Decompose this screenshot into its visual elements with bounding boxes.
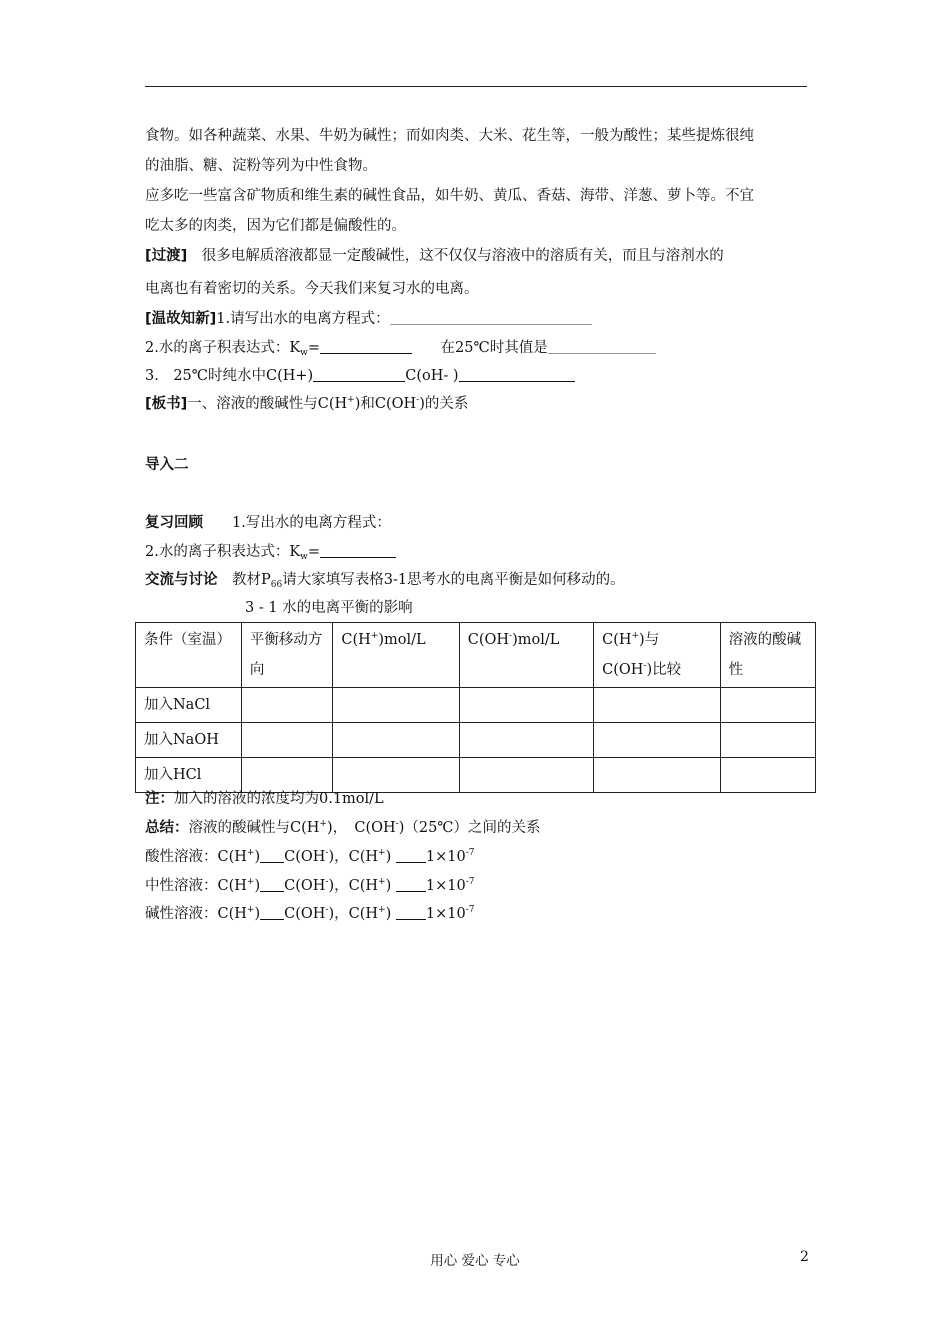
para1-line2: 的油脂、糖、淀粉等列为中性食物。 <box>145 158 377 174</box>
header-shift-direction: 平衡移动方向 <box>241 623 332 688</box>
para2-line2: 吃太多的肉类，因为它们都是偏酸性的。 <box>145 218 406 234</box>
table-cell[interactable] <box>241 758 332 793</box>
board-line: [板书]一、溶液的酸碱性与C(H+)和C(OH-)的关系 <box>145 395 469 412</box>
table-header-row <box>136 623 816 688</box>
table-cell[interactable] <box>459 688 593 723</box>
answer-blank[interactable] <box>313 367 405 382</box>
header-c-h: C(H+)mol/L <box>333 623 459 688</box>
transition-line1: [过渡] 很多电解质溶液都显一定酸碱性，这不仅仅与溶液中的溶质有关，而且与溶剂水的 <box>145 248 724 264</box>
para2-line1: 应多吃一些富含矿物质和维生素的碱性食品，如牛奶、黄瓜、香菇、海带、洋葱、萝卜等。不宜 <box>145 188 754 204</box>
para1-line1: 食物。如各种蔬菜、水果、牛奶为碱性；而如肉类、大米、花生等，一般为酸性；某些提炼很纯 <box>145 128 754 144</box>
answer-blank[interactable] <box>320 339 412 354</box>
table-cell[interactable] <box>720 758 815 793</box>
table-cell[interactable] <box>594 758 720 793</box>
review-tag: [温故知新] <box>145 311 217 327</box>
answer-blank[interactable] <box>260 848 284 863</box>
row-label: 加入NaCl <box>136 688 242 723</box>
table-cell[interactable] <box>241 723 332 758</box>
table-cell[interactable] <box>594 723 720 758</box>
table-row <box>136 688 816 723</box>
summary-tag: 总结： <box>145 820 189 836</box>
intro2-heading: 导入二 <box>145 457 189 473</box>
header-c-oh: C(OH-)mol/L <box>459 623 593 688</box>
discuss-tag: 交流与讨论 <box>145 572 218 588</box>
page-number: 2 <box>800 1249 809 1265</box>
footer-text: 用心 爱心 专心 <box>430 1253 520 1269</box>
note-line: 注：加入的溶液的浓度均为0.1mol/L <box>145 791 384 807</box>
header-condition: 条件（室温） <box>136 623 242 688</box>
table-row <box>136 723 816 758</box>
summary-line: 总结：溶液的酸碱性与C(H+)， C(OH-)（25℃）之间的关系 <box>145 819 541 836</box>
recall-q2: 2.水的离子积表达式：$K_w=$ <box>145 542 396 562</box>
table-cell[interactable] <box>720 723 815 758</box>
board-tag: [板书] <box>145 396 188 412</box>
table-cell[interactable] <box>241 688 332 723</box>
recall-tag: 复习回顾 <box>145 515 203 531</box>
answer-blank[interactable] <box>260 905 284 920</box>
review-q3: 3. 25℃时纯水中C(H+) C(oH- ) <box>145 366 575 386</box>
table-cell[interactable] <box>459 758 593 793</box>
table-cell[interactable] <box>720 688 815 723</box>
row-label: 加入NaOH <box>136 723 242 758</box>
neutral-condition: 中性溶液：C(H+) C(OH-)，C(H+) $1\times 10^{-7}$ <box>145 877 475 894</box>
table-cell[interactable] <box>594 688 720 723</box>
table-title: 3 - 1 水的电离平衡的影响 <box>245 600 413 616</box>
answer-blank[interactable] <box>548 339 656 354</box>
answer-blank[interactable] <box>396 877 426 892</box>
answer-blank[interactable] <box>396 905 426 920</box>
transition-line2: 电离也有着密切的关系。今天我们来复习水的电离。 <box>145 281 479 297</box>
table-row <box>136 758 816 793</box>
review-q1: [温故知新]1.请写出水的电离方程式： <box>145 309 592 329</box>
ionization-table <box>135 622 816 793</box>
header-acidity: 溶液的酸碱性 <box>720 623 815 688</box>
header-compare: C(H+)与 C(OH-)比较 <box>594 623 720 688</box>
discuss-line: 交流与讨论 教材$P_{66}$请大家填写表格3-1思考水的电离平衡是如何移动的。 <box>145 572 625 590</box>
review-q2: 2.水的离子积表达式：$K_w=$ 在25℃时其值是 <box>145 338 656 358</box>
answer-blank[interactable] <box>390 310 592 325</box>
transition-tag: [过渡] <box>145 248 188 264</box>
row-label: 加入HCl <box>136 758 242 793</box>
acid-condition: 酸性溶液：C(H+) C(OH-)，C(H+) $1\times 10^{-7}$ <box>145 848 475 865</box>
answer-blank[interactable] <box>396 848 426 863</box>
table-cell[interactable] <box>333 758 459 793</box>
recall-q1: 复习回顾 1.写出水的电离方程式： <box>145 515 391 531</box>
header-rule <box>145 86 807 87</box>
answer-blank[interactable] <box>320 543 396 558</box>
answer-blank[interactable] <box>459 367 575 382</box>
table-cell[interactable] <box>459 723 593 758</box>
table-cell[interactable] <box>333 723 459 758</box>
table-cell[interactable] <box>333 688 459 723</box>
basic-condition: 碱性溶液：C(H+) C(OH-)，C(H+) $1\times 10^{-7}$ <box>145 905 475 922</box>
note-tag: 注： <box>145 791 174 807</box>
answer-blank[interactable] <box>260 877 284 892</box>
